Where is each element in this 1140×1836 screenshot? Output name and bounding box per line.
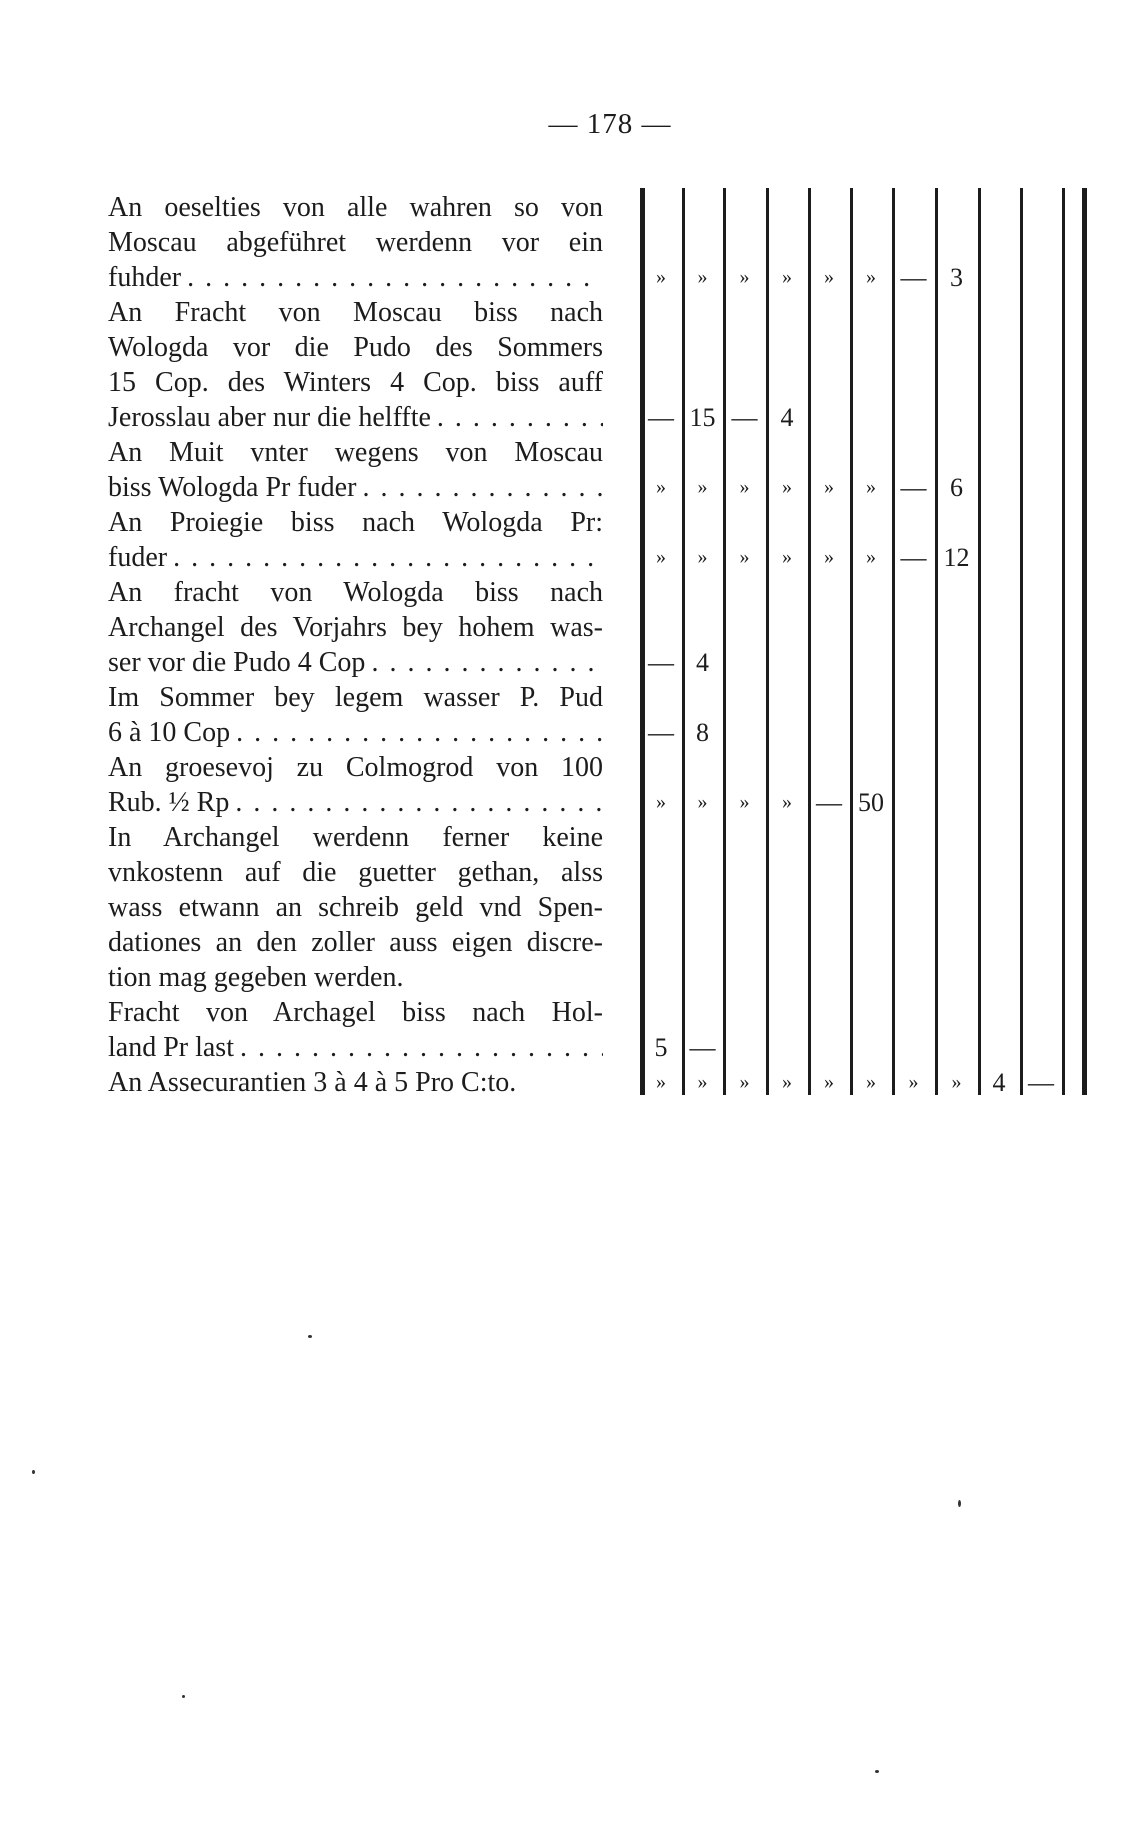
entry-line: Wologda vor die Pudo des Sommers [108,332,603,363]
ledger-cell: 8 [696,718,709,747]
entry-line: An Fracht von Moscau biss nach [108,297,603,328]
dot-leader [365,645,603,680]
entry-4 [108,575,603,680]
ledger-cell: — [900,543,927,572]
entry-line: An groesevoj zu Colmogrod von 100 [108,752,603,783]
ledger-cell: 4 [696,648,709,677]
column-rule [808,188,811,1095]
entry-line [108,260,603,295]
column-rule [1082,188,1087,1095]
ledger-cell: — [816,788,842,817]
dot-leader [234,1030,603,1065]
ledger-cell: » [824,266,834,288]
ledger-cell: » [782,791,792,813]
ledger-cell: » [866,1071,876,1093]
entry-line-text: ser vor die Pudo 4 Cop [108,647,366,678]
ledger-cell: 12 [943,543,970,572]
ledger-cell: » [739,266,750,288]
ledger-cell: » [866,266,876,288]
ledger-cell: — [648,648,674,677]
ledger-cell: » [739,476,750,498]
entry-1 [108,295,603,435]
ledger-cell: » [951,1071,962,1093]
entry-line [108,645,603,680]
column-rule [1062,188,1065,1095]
entry-line: An Muit vnter wegens von Moscau [108,437,603,468]
entry-line: An oeselties von alle wahren so von [108,192,603,223]
ledger-cell: » [824,546,834,568]
page-number-text: — 178 — [548,108,672,140]
entry-line-text: fuhder [108,262,182,293]
entry-line: In Archangel werdenn ferner keine [108,822,603,853]
ledger-cell: » [656,791,666,813]
entry-line: Fracht von Archagel biss nach Hol- [108,997,603,1028]
column-rule [723,188,726,1095]
dot-leader [229,785,603,820]
entry-6 [108,750,603,820]
entry-line: vnkostenn auf die guetter gethan, alss [108,857,603,888]
ledger-cell: 15 [689,403,716,432]
ledger-cell: » [782,266,792,288]
entry-line [108,470,603,505]
column-rule [1020,188,1023,1095]
ledger-cell: » [656,476,666,498]
entry-9 [108,1065,603,1100]
ledger-cell: » [866,546,876,568]
ledger-cell: » [824,1071,834,1093]
ledger-cell: » [656,266,666,288]
ledger-cell: — [900,263,927,292]
paper-speck [32,1470,35,1474]
ledger-cell: — [1028,1068,1054,1097]
entry-line-text: biss Wologda Pr fuder [108,472,357,503]
ledger-cell: » [739,546,750,568]
dot-leader [167,540,603,575]
paper-speck [875,1770,879,1773]
entry-line: 15 Cop. des Winters 4 Cop. biss auff [108,367,603,398]
ledger-cell: » [656,546,666,568]
ledger-cell: — [648,718,674,747]
paper-speck [958,1500,961,1507]
ledger-cell: » [824,476,834,498]
dot-leader [181,260,603,295]
ledger-cell: » [697,266,708,288]
ledger-cell: » [908,1071,919,1093]
entry-8 [108,995,603,1065]
ledger-cell: » [782,1071,792,1093]
entry-line: An fracht von Wologda biss nach [108,577,603,608]
entry-line: wass etwann an schreib geld vnd Spen- [108,892,603,923]
dot-leader [356,470,603,505]
entry-line [108,1030,603,1065]
entry-2 [108,435,603,505]
entry-line: An Proiegie biss nach Wologda Pr: [108,507,603,538]
ledger-cell: 3 [950,263,963,292]
entry-line: An Assecurantien 3 à 4 à 5 Pro C:to. [108,1067,517,1098]
entry-line: dationes an den zoller auss eigen discre- [108,927,603,958]
column-rule [640,188,645,1095]
ledger-cell: — [900,473,927,502]
ledger-cell: 6 [950,473,963,502]
ledger-cell: » [866,476,876,498]
ledger-cell: » [697,546,708,568]
ledger-cell: » [782,546,792,568]
column-rule [850,188,853,1095]
column-rule [978,188,981,1095]
paper-speck [308,1335,312,1338]
ledger-cell: » [739,791,750,813]
entry-line [108,540,603,575]
entry-line-text: land Pr last [108,1032,234,1063]
entry-descriptions [108,190,603,1100]
entry-line: tion mag gegeben werden. [108,962,404,993]
ledger-cell: » [697,791,708,813]
entry-line: Archangel des Vorjahrs bey hohem was- [108,612,603,643]
paper-speck [182,1695,185,1698]
entry-line-text: Jerosslau aber nur die helffte [108,402,431,433]
entry-line [108,715,603,750]
ledger-cell: 50 [858,788,884,817]
ledger-cell: » [656,1071,666,1093]
ledger-cell: » [739,1071,750,1093]
dot-leader [230,715,603,750]
entry-line-text: Rub. ½ Rp [108,787,230,818]
ledger-cell: 5 [654,1033,668,1062]
dot-leader [431,400,603,435]
ledger-cell: 4 [992,1068,1006,1097]
entry-line: Moscau abgeführet werdenn vor ein [108,227,603,258]
entry-line-text: fuder [108,542,168,573]
column-rule [682,188,685,1095]
ledger-cell: — [731,403,758,432]
column-rule [892,188,895,1095]
column-rule [766,188,769,1095]
entry-line: Im Sommer bey legem wasser P. Pud [108,682,603,713]
entry-5 [108,680,603,750]
ledger-cell: 4 [780,403,794,432]
ledger-cell: » [782,476,792,498]
entry-7 [108,820,603,995]
entry-0 [108,190,603,295]
entry-line-text: 6 à 10 Cop [108,717,231,748]
column-rule [935,188,938,1095]
ledger-cell: » [697,1071,708,1093]
ledger-cell: » [697,476,708,498]
ledger-cell: — [648,403,674,432]
ledger-cell: — [689,1033,716,1062]
entry-line [108,400,603,435]
page-number [0,108,1140,141]
entry-3 [108,505,603,575]
entry-line [108,785,603,820]
